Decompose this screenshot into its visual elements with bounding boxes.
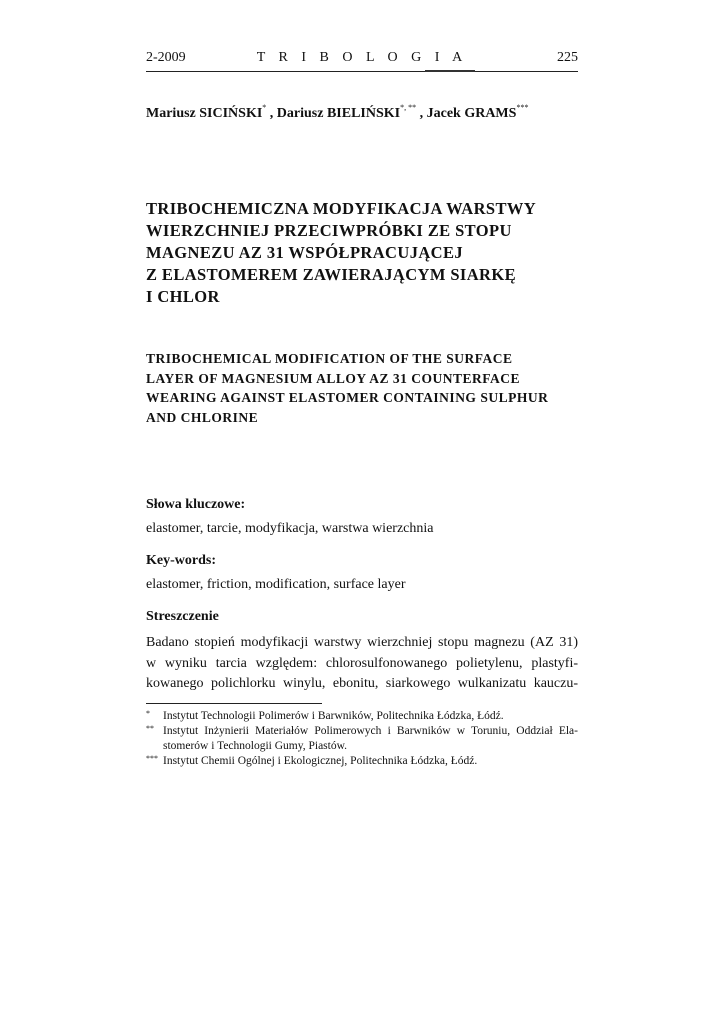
page-number: 225	[557, 50, 578, 65]
keywords-en-text: elastomer, friction, modification, surface layer	[146, 577, 406, 592]
author-affiliation-mark: *	[262, 103, 267, 112]
footnote-mark: *	[146, 709, 150, 718]
author-name: Mariusz SICIŃSKI	[146, 106, 263, 121]
running-head	[146, 50, 578, 72]
author-list: Mariusz SICIŃSKI* , Dariusz BIELIŃSKI*, ** , Jacek GRAMS***	[146, 103, 529, 121]
title-line: TRIBOCHEMICZNA MODYFIKACJA WARSTWY	[146, 199, 537, 218]
footnote-text: Instytut Inżynierii Materiałów Polimerowych i Barwników w Toruniu, Oddział Ela-	[163, 725, 578, 737]
footnote-text: stomerów i Technologii Gumy, Piastów.	[163, 740, 348, 752]
abstract-text	[146, 633, 578, 695]
footnote	[146, 709, 578, 724]
keywords-pl-heading: Słowa kluczowe:	[146, 497, 246, 512]
title-line: TRIBOCHEMICAL MODIFICATION OF THE SURFACE	[146, 351, 513, 366]
title-line: I CHLOR	[146, 287, 220, 306]
keywords-en-heading: Key-words:	[146, 553, 216, 568]
keywords-pl-text: elastomer, tarcie, modyfikacja, warstwa wierzchnia	[146, 521, 434, 536]
title-line: WEARING AGAINST ELASTOMER CONTAINING SULPHUR	[146, 390, 549, 405]
abstract-line: Badano stopień modyfikacji warstwy wierzchniej stopu magnezu (AZ 31)	[146, 635, 578, 650]
footnote-text: Instytut Chemii Ogólnej i Ekologicznej, Politechnika Łódzka, Łódź.	[163, 755, 478, 767]
title-line: Z ELASTOMEREM ZAWIERAJĄCYM SIARKĘ	[146, 265, 516, 284]
abstract-heading: Streszczenie	[146, 609, 219, 624]
issue-number: 2-2009	[146, 50, 186, 65]
footnote-mark: **	[146, 724, 154, 733]
author-name: Dariusz BIELIŃSKI	[276, 106, 401, 121]
header-rule-accent	[425, 70, 475, 72]
title-line: LAYER OF MAGNESIUM ALLOY AZ 31 COUNTERFACE	[146, 370, 521, 386]
author-affiliation-mark: *, **	[400, 103, 417, 112]
title-line: WIERZCHNIEJ PRZECIWPRÓBKI ZE STOPU	[146, 221, 512, 240]
title-polish	[146, 198, 578, 308]
title-english	[146, 349, 578, 427]
abstract-line: w wyniku tarcia względem: chlorosulfonowanego polietylenu, plastyfi-	[146, 655, 578, 671]
author-name: Jacek GRAMS	[426, 106, 517, 121]
abstract-line: kowanego polichlorku winylu, ebonitu, siarkowego wulkanizatu kauczu-	[146, 676, 578, 691]
title-line: AND CHLORINE	[146, 409, 259, 425]
footnote	[146, 724, 578, 754]
footnotes	[146, 709, 578, 769]
footnote-mark: ***	[146, 754, 158, 763]
author-affiliation-mark: ***	[516, 103, 529, 112]
footnote-text: Instytut Technologii Polimerów i Barwników, Politechnika Łódzka, Łódź.	[163, 710, 504, 722]
header-rule	[146, 71, 578, 72]
footnote-rule	[146, 703, 322, 704]
journal-name: T R I B O L O G I A	[256, 50, 468, 65]
footnote	[146, 754, 578, 769]
title-line: MAGNEZU AZ 31 WSPÓŁPRACUJĄCEJ	[146, 243, 464, 262]
